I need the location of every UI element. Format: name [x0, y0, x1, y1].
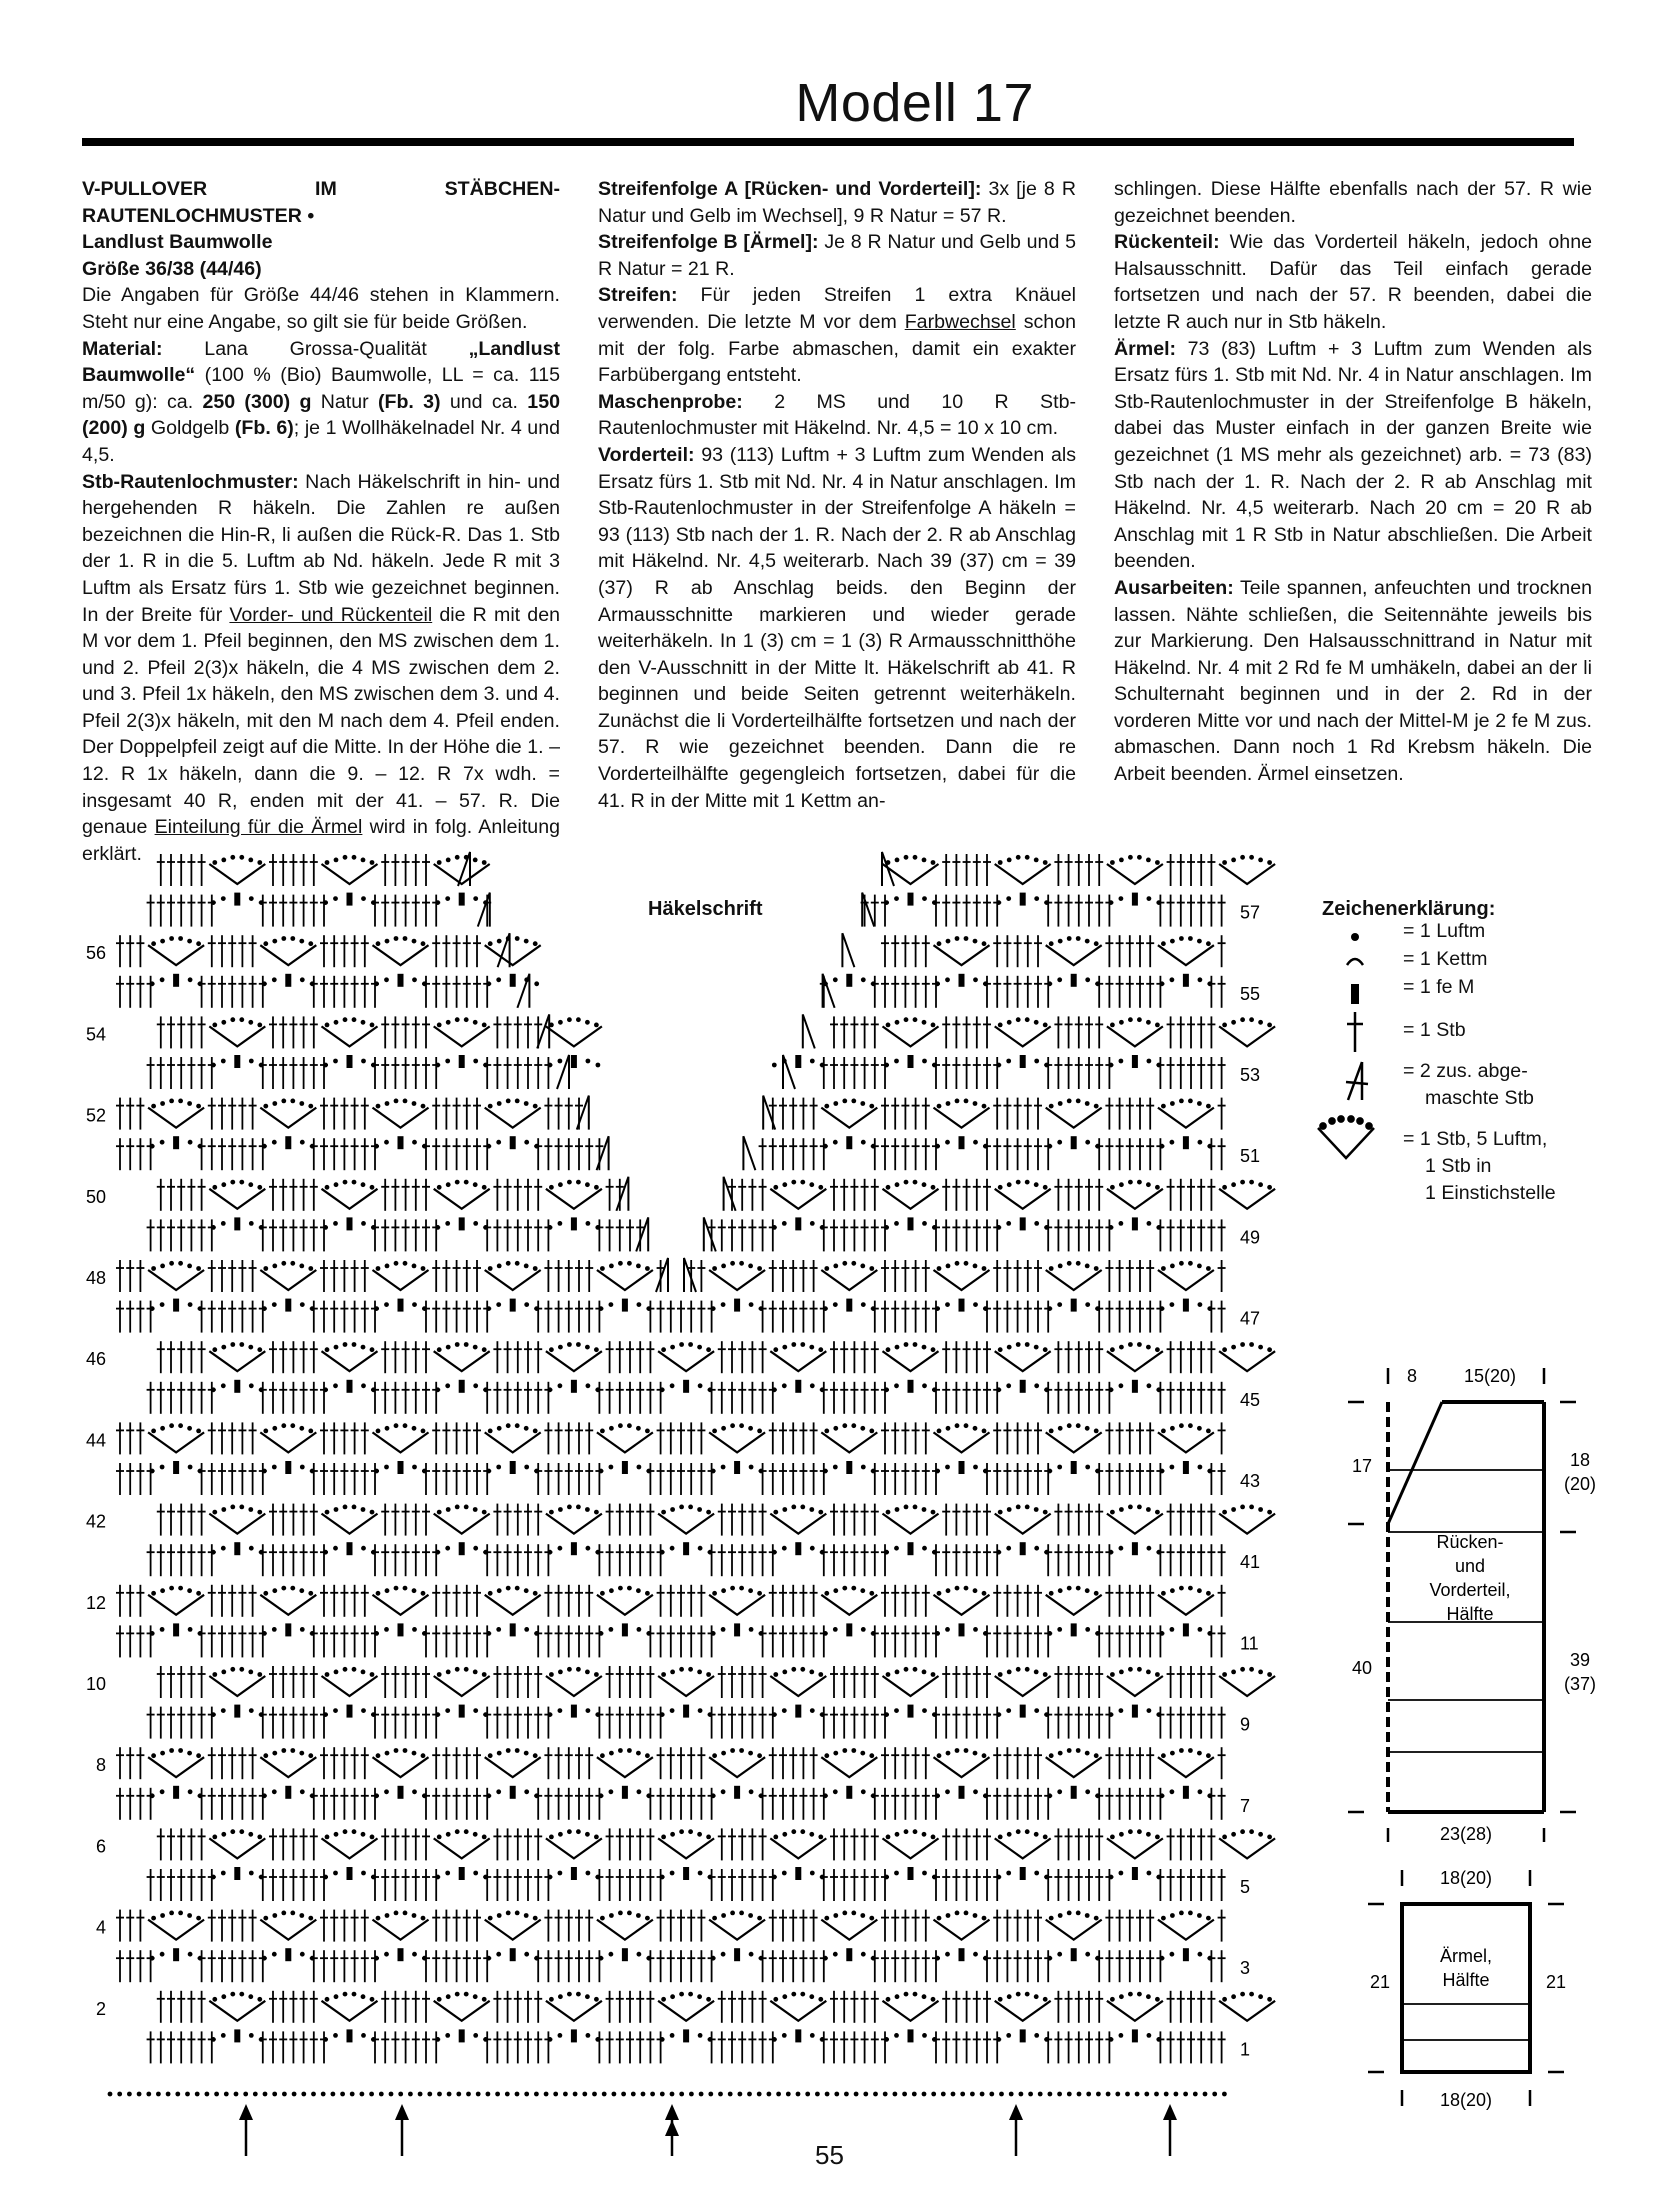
chart-right-label: 43	[1240, 1471, 1261, 1491]
sleeve-paragraph: Ärmel: 73 (83) Luftm + 3 Luftm zum Wenden als Ersatz fürs 1. Stb mit Nd. Nr. 4 in Natur anschlagen. Im Stb-Rautenlochmuster in der Streifenfolge B häkeln, dabei das Muster einfach in der ganzen Breite wie gezeichnet (1 MS mehr als gezeichnet) arb. = 73 (83) Stb nach der 1. R. Nach der 2. R ab Anschlag mit Häkelnd. Nr. 4,5 weiterarb. Nach 20 cm = 20 R ab Anschlag mit 1 R Stb in Natur abschließen. Die Arbeit beenden.	[1114, 337, 1592, 573]
legend-sc: = 1 fe M	[1403, 976, 1475, 998]
back-paragraph: Rückenteil: Wie das Vorderteil häkeln, jedoch ohne Halsausschnitt. Dafür das Teil einfach gerade fortsetzen und nach der 57. R beenden, dabei die letzte R auch nur in Stb häkeln.	[1114, 231, 1592, 333]
chart-left-label: 42	[85, 1511, 106, 1532]
chart-right-label: 53	[1240, 1065, 1261, 1085]
chart-right-label: 1	[1240, 2039, 1251, 2060]
chart-right-label: 57	[1240, 902, 1261, 923]
legend-fan-1: = 1 Stb, 5 Luftm,	[1403, 1128, 1548, 1150]
front-continuation: schlingen. Diese Hälfte ebenfalls nach der 57. R wie gezeichnet beenden.	[1114, 178, 1592, 227]
chart-right-label: 5	[1240, 1877, 1251, 1897]
chart-right-label: 55	[1240, 983, 1261, 1004]
legend-dc2tog-2: maschte Stb	[1425, 1087, 1534, 1109]
chart-left-label: 8	[95, 1755, 106, 1776]
pattern-heading: V-PULLOVER IM STÄBCHEN-RAUTENLOCHMUSTER •	[82, 178, 560, 227]
chart-right-label: 51	[1240, 1146, 1261, 1167]
legend-fan-2: 1 Stb in	[1425, 1155, 1492, 1177]
page-number: 55	[815, 2140, 844, 2170]
piece-label-4: Hälfte	[1446, 1604, 1494, 1624]
dim-right-a1: 18	[1569, 1450, 1591, 1470]
stripes-paragraph: Streifen: Für jeden Streifen 1 extra Knäuel verwenden. Die letzte M vor dem Farbwechsel schon mit der folg. Farbe abmaschen, damit ein exakter Farbübergang entsteht.	[598, 284, 1076, 387]
chart-left-label: 52	[85, 1105, 106, 1126]
chart-left-label: 54	[85, 1024, 106, 1045]
chart-right-label: 41	[1240, 1552, 1261, 1573]
finishing-paragraph: Ausarbeiten: Teile spannen, anfeuchten und trocknen lassen. Nähte schließen, die Seitennähte jeweils bis zur Markierung. Den Halsausschnittrand in Natur mit Häkelnd. Nr. 4 mit 2 Rd fe M umhäkeln, dabei an der li Schulternaht beginnen und in der 2. Rd in der vorderen Mitte vor und nach der Mittel-M je 2 fe M zus. abmaschen. Dann noch 1 Rd Krebsm häkeln. Die Arbeit beenden. Ärmel einsetzen.	[1114, 576, 1592, 786]
page-title: Modell 17	[795, 73, 1034, 133]
chart-left-label: 10	[85, 1674, 106, 1694]
sleeve-label-1: Ärmel,	[1439, 1946, 1493, 1966]
piece-label-2: und	[1454, 1556, 1486, 1576]
chart-left-label: 6	[95, 1836, 106, 1857]
chart-left-label: 12	[85, 1592, 106, 1613]
chart-right-label: 3	[1240, 1958, 1251, 1979]
legend-slip: = 1 Kettm	[1403, 948, 1488, 970]
chart-left-label: 4	[95, 1917, 106, 1938]
piece-label-3: Vorderteil,	[1429, 1580, 1511, 1600]
yarn-heading: Landlust Baumwolle	[82, 231, 273, 254]
dim-top-a: 8	[1406, 1366, 1418, 1386]
size-heading: Größe 36/38 (44/46)	[82, 257, 262, 280]
chart-right-label: 47	[1240, 1308, 1261, 1329]
chart-left-label: 2	[95, 1998, 106, 2019]
piece-label-1: Rücken-	[1436, 1532, 1504, 1552]
front-paragraph: Vorderteil: 93 (113) Luftm + 3 Luftm zum Wenden als Ersatz fürs 1. Stb mit Nd. Nr. 4 in Natur anschlagen. Im Stb-Rautenlochmuster in der Streifenfolge A häkeln = 93 (113) Stb nach der 1. R. Nach der 2. R ab Anschlag mit Häkelnd. Nr. 4,5 weiterarb. Nach 39 (37) cm = 39 (37) R ab Anschlag beids. den Beginn der Armausschnitte markieren und wieder gerade weiterhäkeln. In 1 (3) cm = 1 (3) R Armausschnitthöhe den V-Ausschnitt in der Mitte lt. Häkelschrift ab 41. R beginnen und beide Seiten getrennt weiterhäkeln. Zunächst die li Vorderteilhälfte fortsetzen und nach der 57. R wie gezeichnet beenden. Dann die re Vorderteilhälfte gegengleich fortsetzen, dabei für die 41. R in der Mitte mit 1 Kettm an-	[598, 443, 1076, 812]
sleeve-dim-right: 21	[1545, 1972, 1567, 1992]
chart-right-label: 49	[1240, 1227, 1261, 1248]
dim-left-b: 40	[1351, 1658, 1373, 1678]
chart-right-label: 45	[1240, 1389, 1261, 1410]
chart-right-label: 7	[1240, 1795, 1251, 1816]
dim-bottom: 23(28)	[1439, 1824, 1493, 1844]
sizes-note: Die Angaben für Größe 44/46 stehen in Klammern. Steht nur eine Angabe, so gilt sie für beide Größen.	[82, 284, 560, 333]
dim-right-a2: (20)	[1563, 1474, 1597, 1494]
chart-right-label: 9	[1240, 1714, 1251, 1735]
sleeve-dim-left: 21	[1369, 1972, 1391, 1992]
chart-left-label: 44	[85, 1430, 106, 1451]
legend-fan-3: 1 Einstichstelle	[1425, 1182, 1556, 1204]
chart-right-label: 11	[1240, 1633, 1259, 1654]
chart-left-label: 48	[85, 1268, 106, 1288]
stripe-sequence-b: Streifenfolge B [Ärmel]: Je 8 R Natur und Gelb und 5 R Natur = 21 R.	[598, 231, 1077, 280]
material-paragraph: Material: Lana Grossa-Qualität „Landlust Baumwolle“ (100 % (Bio) Baumwolle, LL = ca. 115 m/50 g): ca. 250 (300) g Natur (Fb. 3) und ca. 150 (200) g Goldgelb (Fb. 6); je 1 Wollhäkelnadel Nr. 4 und 4,5.	[82, 337, 560, 466]
chart-title: Häkelschrift	[648, 898, 763, 920]
chart-left-label: 56	[85, 943, 106, 964]
chart-left-label: 50	[85, 1186, 106, 1207]
chart-left-label: 46	[85, 1349, 106, 1370]
stitch-pattern-paragraph: Stb-Rautenlochmuster: Nach Häkelschrift in hin- und hergehenden R häkeln. Die Zahlen re außen bezeichnen die Hin-R, li außen die Rück-R. Das 1. Stb der 1. R in die 5. Luftm ab Nd. häkeln. Jede R mit 3 Luftm als Ersatz fürs 1. Stb wie gezeichnet beginnen. In der Breite für Vorder- und Rückenteil die R mit den M vor dem 1. Pfeil beginnen, den MS zwischen dem 1. und 2. Pfeil 2(3)x häkeln, die 4 MS zwischen dem 2. und 3. Pfeil 1x häkeln, den MS zwischen dem 3. und 4. Pfeil 2(3)x häkeln, mit den M nach dem 4. Pfeil enden. Der Doppelpfeil zeigt auf die Mitte. In der Höhe die 1. – 12. R 1x häkeln, dann die 9. – 12. R 7x wdh. = insgesamt 40 R, enden mit der 41. – 57. R. Die genaue Einteilung für die Ärmel wird in folg. Anleitung erklärt.	[82, 470, 560, 865]
sleeve-dim-top: 18(20)	[1439, 1868, 1493, 1888]
legend-title: Zeichenerklärung:	[1322, 898, 1496, 920]
gauge-paragraph: Maschenprobe: 2 MS und 10 R Stb-Rautenlochmuster mit Häkelnd. Nr. 4,5 = 10 x 10 cm.	[598, 390, 1076, 440]
dim-top-b: 15(20)	[1463, 1366, 1517, 1386]
dim-right-b1: 39	[1569, 1650, 1591, 1670]
dim-right-b2: (37)	[1563, 1674, 1597, 1694]
stripe-sequence-a: Streifenfolge A [Rücken- und Vorderteil]: 3x [je 8 R Natur und Gelb im Wechsel], 9 R Natur = 57 R.	[598, 178, 1076, 227]
legend-dc2tog-1: = 2 zus. abge-	[1403, 1060, 1528, 1082]
legend-chain: = 1 Luftm	[1403, 920, 1486, 942]
sleeve-label-2: Hälfte	[1442, 1970, 1490, 1990]
legend-dc: = 1 Stb	[1403, 1019, 1466, 1041]
sleeve-dim-bottom: 18(20)	[1439, 2090, 1493, 2110]
dim-left-a: 17	[1351, 1456, 1373, 1476]
